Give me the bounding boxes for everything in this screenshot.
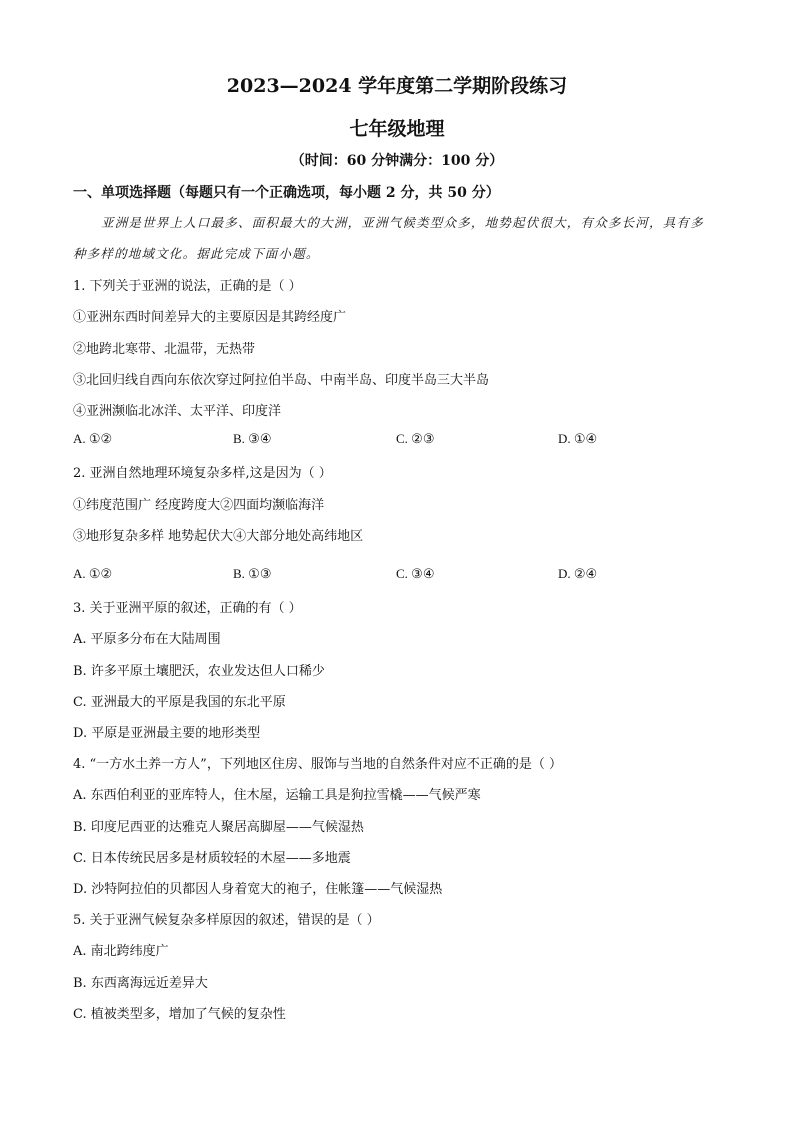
question-stem: 4. “一方水土养一方人”，下列地区住房、服饰与当地的自然条件对应不正确的是（ ）: [73, 757, 562, 772]
option-b: B. 许多平原土壤肥沃，农业发达但人口稀少: [73, 664, 325, 679]
subject-title: 七年级地理: [349, 118, 445, 140]
exam-title: 2023—2024 学年度第二学期阶段练习: [226, 75, 568, 97]
statements-3-4: ③地形复杂多样 地势起伏大④大部分地处高纬地区: [73, 529, 364, 544]
option-c: C. ②③: [396, 431, 435, 446]
option-a: A. 东西伯利亚的亚库特人，住木屋，运输工具是狗拉雪橇——气候严寒: [73, 788, 481, 803]
statements-1-2: ①纬度范围广 经度跨度大②四面均濒临海洋: [73, 498, 325, 513]
intro-text-line-2: 种多样的地域文化。据此完成下面小题。: [73, 246, 320, 261]
option-c: C. ③④: [396, 566, 435, 581]
intro-text-line-1: 亚洲是世界上人口最多、面积最大的大洲，亚洲气候类型众多，地势起伏很大，有众多长河，具有多: [101, 215, 704, 230]
option-b: B. 印度尼西亚的达雅克人聚居高脚屋——气候湿热: [73, 820, 364, 835]
statement-1: ①亚洲东西时间差异大的主要原因是其跨经度广: [73, 310, 347, 325]
option-b: B. 东西离海远近差异大: [73, 976, 208, 991]
option-d: D. 平原是亚洲最主要的地形类型: [73, 726, 261, 741]
option-a: A. ①②: [73, 431, 113, 446]
time-info: （时间：60 分钟满分：100 分）: [290, 153, 504, 169]
option-a: A. ①②: [73, 566, 113, 581]
option-c: C. 植被类型多，增加了气候的复杂性: [73, 1007, 286, 1022]
option-b: B. ③④: [233, 431, 272, 446]
question-stem: 3. 关于亚洲平原的叙述，正确的有（ ）: [73, 601, 302, 616]
statement-3: ③北回归线自西向东依次穿过阿拉伯半岛、中南半岛、印度半岛三大半岛: [73, 373, 490, 388]
option-c: C. 亚洲最大的平原是我国的东北平原: [73, 695, 286, 710]
statement-4: ④亚洲濒临北冰洋、太平洋、印度洋: [73, 404, 282, 419]
statement-2: ②地跨北寒带、北温带，无热带: [73, 342, 256, 357]
question-stem: 1. 下列关于亚洲的说法，正确的是（ ）: [73, 279, 302, 294]
option-d: D. ①④: [558, 431, 598, 446]
option-d: D. 沙特阿拉伯的贝都因人身着宽大的袍子，住帐篷——气候湿热: [73, 882, 443, 897]
option-b: B. ①③: [233, 566, 272, 581]
question-stem: 2. 亚洲自然地理环境复杂多样,这是因为（ ）: [73, 466, 332, 481]
option-d: D. ②④: [558, 566, 598, 581]
option-c: C. 日本传统民居多是材质较轻的木屋——多地震: [73, 851, 351, 866]
option-a: A. 平原多分布在大陆周围: [73, 632, 221, 647]
question-stem: 5. 关于亚洲气候复杂多样原因的叙述，错误的是（ ）: [73, 913, 380, 928]
section-heading: 一、单项选择题（每题只有一个正确选项，每小题 2 分，共 50 分）: [73, 185, 500, 201]
option-a: A. 南北跨纬度广: [73, 944, 169, 959]
